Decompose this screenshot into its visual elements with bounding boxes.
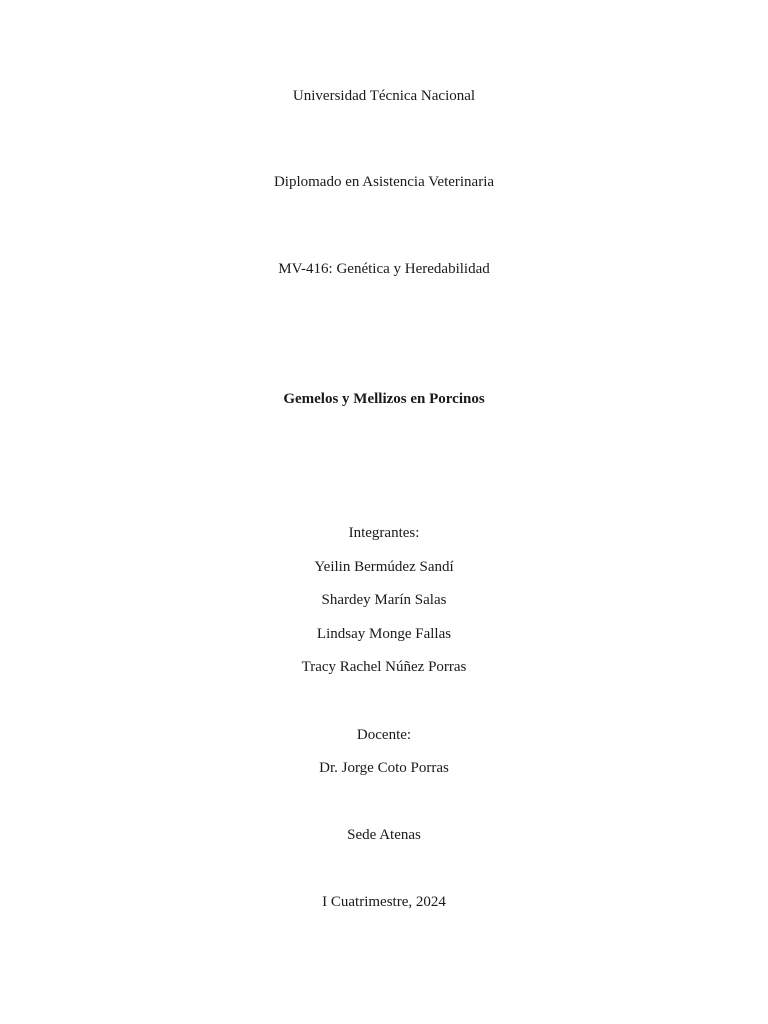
document-title: Gemelos y Mellizos en Porcinos bbox=[283, 391, 485, 407]
program-name: Diplomado en Asistencia Veterinaria bbox=[273, 174, 495, 190]
campus-name: Sede Atenas bbox=[347, 827, 421, 843]
member-name: Lindsay Monge Fallas bbox=[316, 626, 452, 642]
course-name: MV-416: Genética y Heredabilidad bbox=[278, 261, 490, 277]
member-name: Yeilin Bermúdez Sandí bbox=[314, 559, 454, 575]
member-name: Tracy Rachel Núñez Porras bbox=[301, 659, 467, 675]
university-name: Universidad Técnica Nacional bbox=[292, 88, 476, 104]
members-label: Integrantes: bbox=[348, 525, 420, 541]
member-name: Shardey Marín Salas bbox=[321, 592, 447, 608]
teacher-name: Dr. Jorge Coto Porras bbox=[319, 760, 449, 776]
teacher-label: Docente: bbox=[356, 727, 412, 743]
term-date: I Cuatrimestre, 2024 bbox=[322, 894, 446, 910]
